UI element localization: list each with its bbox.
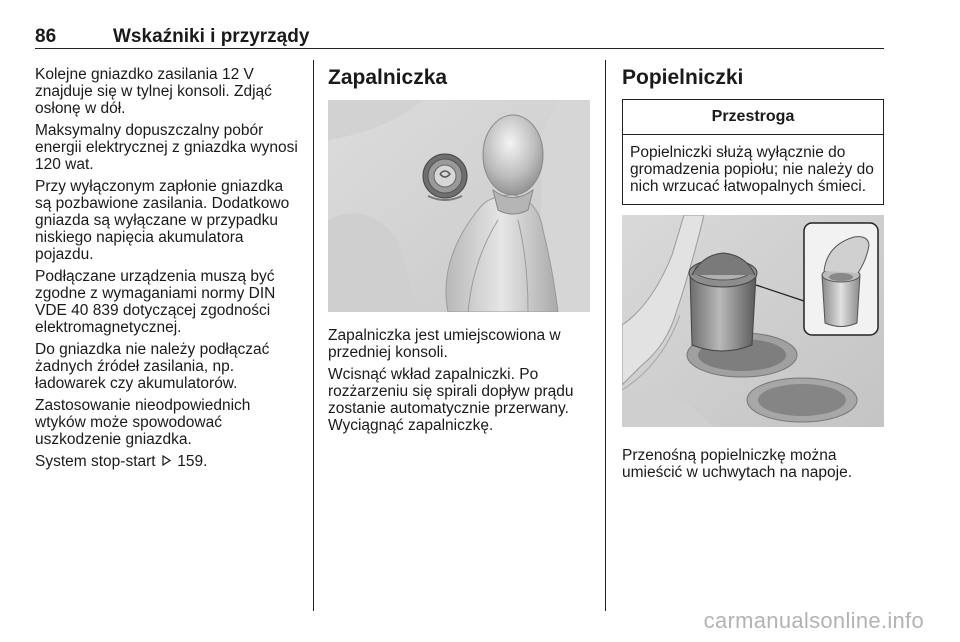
paragraph: Kolejne gniazdko zasilania 12 V znajduje się w tylnej konsoli. Zdjąć osłonę w dół. [35, 66, 272, 117]
crossref-page[interactable]: 159. [177, 453, 208, 470]
section-heading: Zapalniczka [328, 66, 448, 89]
crossref-label: System stop-start [35, 453, 156, 470]
ashtray-illustration [622, 215, 884, 427]
column-divider [313, 60, 314, 611]
crossref-paragraph [35, 453, 300, 470]
column-power-outlet [35, 66, 300, 475]
caution-title: Przestroga [623, 100, 883, 135]
paragraph: Zastosowanie nieodpowiednich wtyków może spowodować uszkodzenie gniazdka. [35, 397, 251, 448]
caution-box [622, 99, 884, 205]
paragraph: Przenośną popielniczkę można umieścić w uchwytach na napoje. [622, 447, 853, 481]
paragraph: Przy wyłączonym zapłonie gniazdka są pozbawione zasilania. Dodatkowo gniazda są wyłączane w przypadku niskiego napięcia akumulatora pojazdu. [35, 178, 290, 263]
paragraph: Zapalniczka jest umiejscowiona w przedniej konsoli. [328, 327, 561, 361]
column-divider [605, 60, 606, 611]
column-cigarette-lighter [328, 66, 590, 439]
page-title: Wskaźniki i przyrządy [113, 26, 310, 47]
caution-text: Popielniczki służą wyłącznie do gromadzenia popiołu; nie należy do nich wrzucać łatwopalnych śmieci. [630, 144, 874, 195]
paragraph: Wcisnąć wkład zapalniczki. Po rozżarzeniu się spirali dopływ prądu zostanie automatycznie przerwany. Wyciągnąć zapalniczkę. [328, 366, 574, 434]
page-header [35, 26, 884, 49]
watermark: carmanualsonline.info [703, 608, 924, 633]
paragraph: Podłączane urządzenia muszą być zgodne z wymaganiami normy DIN VDE 40 839 dotyczącej zgodności elektromagnetycznej. [35, 268, 276, 336]
page-number: 86 [35, 26, 57, 47]
paragraph: Do gniazdka nie należy podłączać żadnych źródeł zasilania, np. ładowarek czy akumulatorów. [35, 341, 270, 392]
column-ashtrays [622, 66, 884, 486]
section-heading: Popielniczki [622, 66, 744, 89]
crossref-arrow-icon [162, 453, 171, 470]
paragraph: Maksymalny dopuszczalny pobór energii elektrycznej z gniazdka wynosi 120 wat. [35, 122, 298, 173]
cigarette-lighter-illustration [328, 100, 590, 312]
